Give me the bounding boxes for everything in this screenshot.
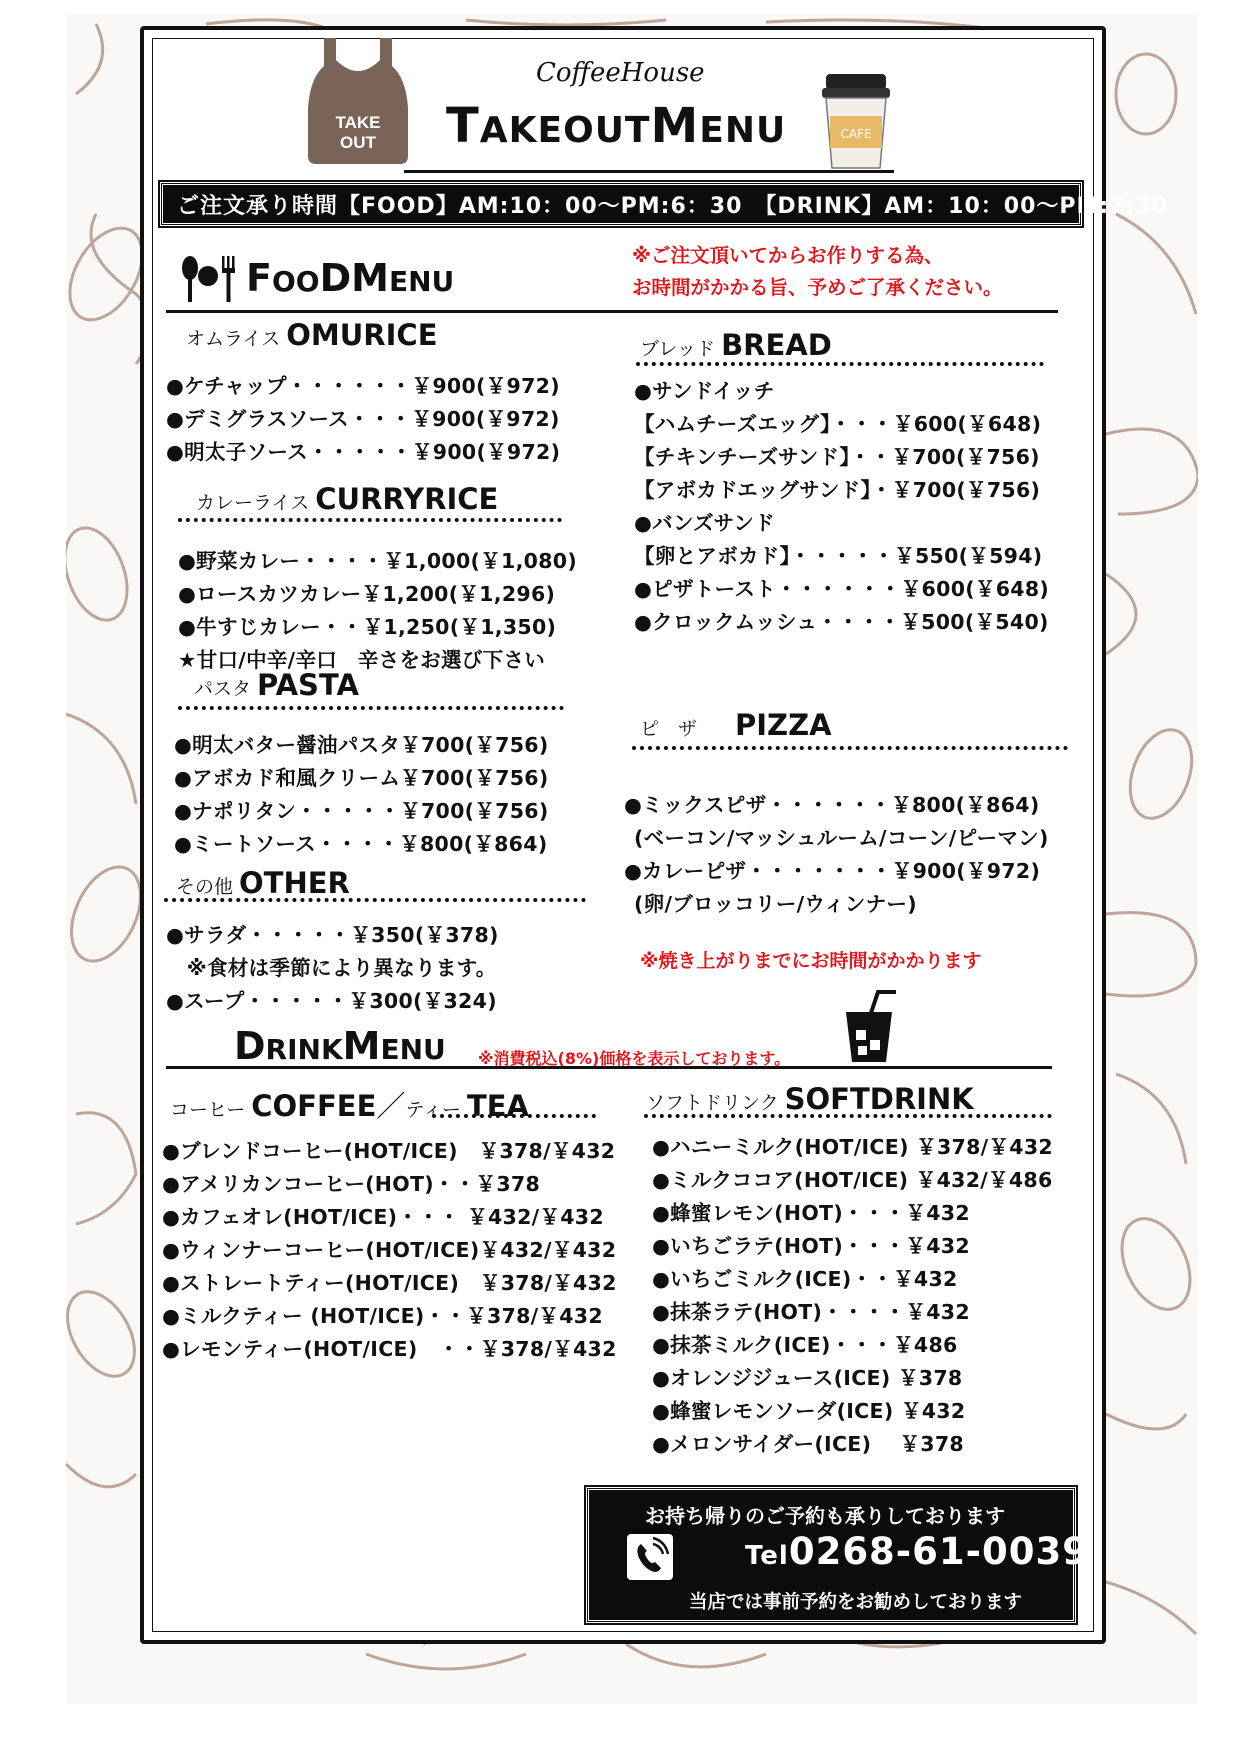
menu-item: ●明太子ソース・・・・・￥900(￥972) (166, 440, 561, 464)
menu-item: ●明太バター醤油パスタ￥700(￥756) (174, 733, 549, 757)
svg-text:TAKE: TAKE (335, 113, 381, 132)
drink-menu-title: DRINKMENU (234, 1024, 446, 1068)
page-title: TAKEOUTMENU (446, 98, 787, 154)
menu-item: ●ブレンドコーヒー(HOT/ICE) ￥378/￥432 (162, 1139, 616, 1163)
reservation-line1: お持ち帰りのご予約も承りしております (645, 1504, 1005, 1528)
menu-item: ●カフェオレ(HOT/ICE)・・・ ￥432/￥432 (162, 1205, 604, 1229)
menu-item: ●ウィンナーコーヒー(HOT/ICE)￥432/￥432 (162, 1238, 617, 1262)
menu-item: ●サンドイッチ (634, 379, 775, 403)
iced-drink-icon (840, 990, 900, 1064)
menu-note: (卵/ブロッコリー/ウィンナー) (634, 892, 917, 916)
menu-item: ●いちごミルク(ICE)・・￥432 (652, 1267, 958, 1291)
menu-item: ●バンズサンド (634, 511, 775, 535)
dotted-divider (178, 706, 564, 710)
category-pasta: パスタ PASTA (194, 668, 359, 702)
menu-item: ●レモンティー(HOT/ICE) ・・￥378/￥432 (162, 1337, 617, 1361)
menu-item: ●蜂蜜レモン(HOT)・・・￥432 (652, 1201, 970, 1225)
menu-item: ●ナポリタン・・・・・￥700(￥756) (174, 799, 549, 823)
menu-item: ●抹茶ラテ(HOT)・・・・￥432 (652, 1300, 970, 1324)
food-notice-line1: ※ご注文頂いてからお作りする為、 (632, 244, 944, 267)
menu-item: ●アメリカンコーヒー(HOT)・・￥378 (162, 1172, 541, 1196)
shop-subtitle: CoffeeHouse (536, 58, 705, 88)
svg-text:CAFE: CAFE (840, 127, 872, 141)
category-other: その他 OTHER (176, 866, 350, 900)
drink-menu-rule (166, 1066, 1052, 1069)
menu-item: ●いちごラテ(HOT)・・・￥432 (652, 1234, 970, 1258)
category-pizza: ピ ザ PIZZA (640, 708, 832, 742)
menu-item: 【チキンチーズサンド】・・￥700(￥756) (634, 445, 1040, 469)
svg-text:OUT: OUT (340, 133, 376, 152)
takeout-bag-icon (306, 38, 410, 168)
reservation-box (586, 1487, 1089, 1623)
reservation-line2: 当店では事前予約をお勧めしております (689, 1592, 1023, 1613)
menu-note: ※食材は季節により異なります。 (166, 956, 497, 980)
menu-item: 【卵とアボカド】・・・・・￥550(￥594) (634, 544, 1043, 568)
menu-item: ●ミルクティー (HOT/ICE)・・￥378/￥432 (162, 1304, 603, 1328)
menu-item: ●牛すじカレー・・￥1,250(￥1,350) (178, 615, 557, 639)
order-hours-bar: ご注文承り時間【FOOD】AM:10：00～PM:6：30 【DRINK】AM：10：00～PM:7:30 (160, 182, 1082, 226)
menu-item: ●オレンジジュース(ICE) ￥378 (652, 1366, 963, 1390)
menu-item: ●ハニーミルク(HOT/ICE) ￥378/￥432 (652, 1135, 1053, 1159)
menu-item: ●抹茶ミルク(ICE)・・・￥486 (652, 1333, 958, 1357)
category-omurice: オムライス OMURICE (186, 318, 438, 352)
menu-item: ●ミートソース・・・・￥800(￥864) (174, 832, 548, 856)
menu-item: ●蜂蜜レモンソーダ(ICE) ￥432 (652, 1399, 966, 1423)
dotted-divider (644, 1114, 1052, 1118)
menu-item: ●デミグラスソース・・・￥900(￥972) (166, 407, 560, 431)
menu-item: ●ロースカツカレー￥1,200(￥1,296) (178, 582, 556, 606)
menu-item: ●ピザトースト・・・・・・￥600(￥648) (634, 577, 1050, 601)
menu-note: (ベーコン/マッシュルーム/コーン/ピーマン) (634, 826, 1049, 850)
pizza-baking-note: ※焼き上がりまでにお時間がかかります (640, 950, 982, 972)
dotted-divider (178, 518, 562, 522)
category-softdrink: ソフトドリンク SOFTDRINK (646, 1082, 974, 1116)
menu-item: ●ミルクココア(HOT/ICE) ￥432/￥486 (652, 1168, 1053, 1192)
tax-note: ※消費税込(8%)価格を表示しております。 (478, 1049, 791, 1068)
menu-item: 【ハムチーズエッグ】・・・￥600(￥648) (634, 412, 1042, 436)
phone-icon (627, 1534, 673, 1580)
title-underline (404, 170, 894, 173)
menu-item: 【アボカドエッグサンド】・￥700(￥756) (634, 478, 1041, 502)
dotted-divider (632, 746, 1068, 750)
coffee-cup-icon (820, 70, 892, 170)
phone-number[interactable]: Tel0268-61-0039 (745, 1530, 1089, 1573)
menu-item: ●ミックスピザ・・・・・・￥800(￥864) (624, 793, 1040, 817)
menu-item: ●アボカド和風クリーム￥700(￥756) (174, 766, 549, 790)
dotted-divider (164, 898, 586, 902)
dotted-divider (636, 362, 1044, 366)
category-coffee-tea: コーヒー COFFEE／ティー TEA (170, 1089, 529, 1123)
menu-item: ●ストレートティー(HOT/ICE) ￥378/￥432 (162, 1271, 617, 1295)
menu-item: ●クロックムッシュ・・・・￥500(￥540) (634, 610, 1049, 634)
dotted-divider (432, 1114, 596, 1118)
menu-item: ●サラダ・・・・・￥350(￥378) (166, 923, 499, 947)
category-bread: ブレッド BREAD (640, 328, 832, 362)
food-menu-rule (166, 310, 1058, 313)
menu-item: ●ケチャップ・・・・・・￥900(￥972) (166, 374, 560, 398)
menu-item: ●メロンサイダー(ICE) ￥378 (652, 1432, 964, 1456)
fork-knife-icon (180, 256, 236, 302)
menu-item: ●スープ・・・・・￥300(￥324) (166, 989, 497, 1013)
menu-item: ●野菜カレー・・・・￥1,000(￥1,080) (178, 549, 578, 573)
food-notice-line2: お時間がかかる旨、予めご了承ください。 (632, 276, 1003, 299)
category-curryrice: カレーライス CURRYRICE (196, 482, 499, 516)
menu-item: ●カレーピザ・・・・・・・￥900(￥972) (624, 859, 1041, 883)
curry-spice-note: ★甘口/中辛/辛口 辛さをお選び下さい (178, 648, 546, 672)
food-menu-title: FOODMENU (246, 256, 455, 300)
